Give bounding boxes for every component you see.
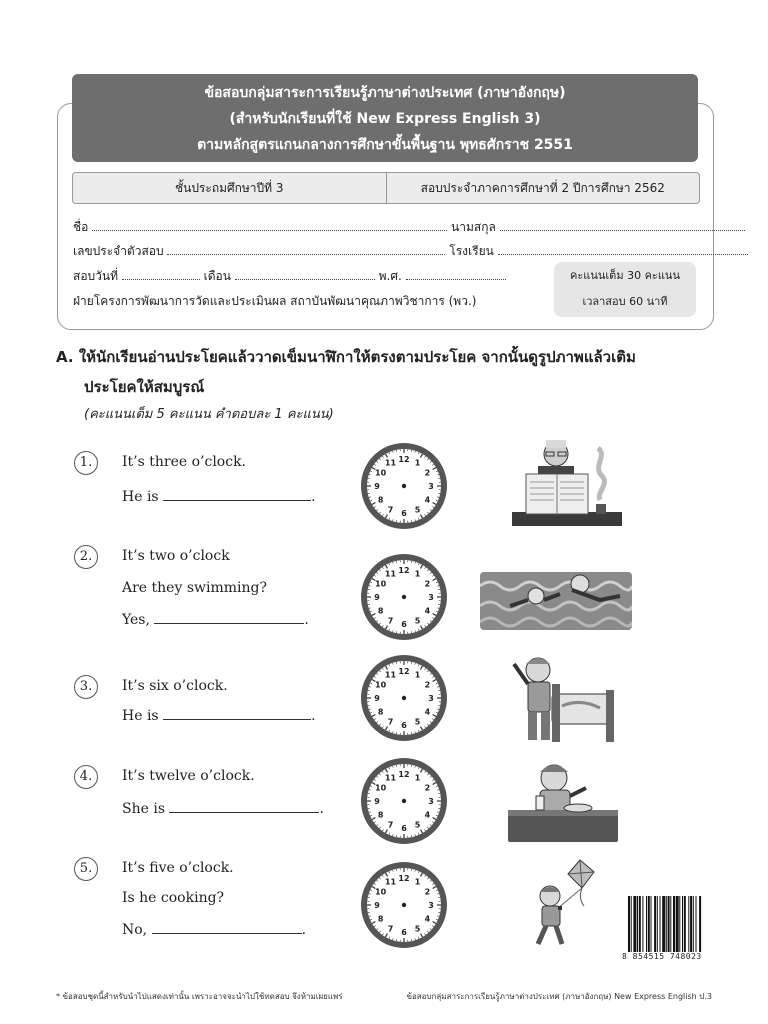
barcode-bar (690, 896, 692, 952)
question-number: 2. (74, 545, 98, 569)
clock-number: 7 (387, 505, 394, 515)
surname-field[interactable] (500, 221, 745, 231)
clock-number: 11 (384, 877, 397, 887)
barcode-bar (657, 896, 658, 952)
clock-number: 6 (401, 824, 407, 833)
clock-number: 1 (414, 877, 421, 887)
answer-prefix: No, (122, 922, 148, 938)
clock-number: 6 (401, 928, 407, 937)
clock-number: 9 (374, 901, 380, 910)
clock-number: 11 (384, 569, 397, 579)
clock-number: 10 (375, 783, 387, 793)
grade-label: ชั้นประถมศึกษาปีที่ 3 (73, 173, 387, 203)
clock-number: 8 (377, 707, 384, 717)
question-prompt: It’s twelve o’clock. (122, 768, 255, 784)
date-field[interactable] (122, 270, 200, 280)
clock-number: 4 (424, 810, 431, 820)
barcode-bar (673, 896, 675, 952)
title-line-3: ตามหลักสูตรแกนกลางการศึกษาขั้นพื้นฐาน พุทธศักราช 2551 (197, 137, 573, 153)
question-number: 5. (74, 857, 98, 881)
clock-number: 8 (377, 810, 384, 820)
answer-row: He is . (122, 489, 316, 505)
clock-number: 4 (424, 606, 431, 616)
clock-number: 4 (424, 707, 431, 717)
clock-number: 3 (428, 901, 434, 910)
answer-row: She is . (122, 801, 324, 817)
school-label: โรงเรียน (449, 244, 494, 258)
id-label: เลขประจำตัวสอบ (73, 244, 164, 258)
answer-blank[interactable] (152, 921, 302, 934)
clock-number: 7 (387, 616, 394, 626)
clock-number: 10 (375, 887, 387, 897)
clock-number: 9 (374, 482, 380, 491)
clock-center (402, 595, 406, 599)
date-row (73, 267, 506, 286)
barcode-bar (668, 896, 670, 952)
clock-number: 10 (375, 579, 387, 589)
answer-row: Yes, . (122, 612, 309, 628)
clock-center (402, 696, 406, 700)
clock-number: 2 (424, 887, 431, 897)
clock-number: 10 (375, 468, 387, 478)
question-number: 1. (74, 451, 98, 475)
clock-face[interactable] (360, 442, 448, 530)
clock-number: 4 (424, 914, 431, 924)
kids-swimming-illustration (480, 566, 632, 632)
clock-number: 5 (414, 820, 421, 830)
barcode-image (628, 896, 712, 952)
clock-center (402, 799, 406, 803)
section-scoring: (คะแนนเต็ม 5 คะแนน คำตอบละ 1 คะแนน) (84, 407, 334, 422)
clock-number: 4 (424, 495, 431, 505)
boy-flying-kite-illustration (528, 858, 600, 950)
footer-note: * ข้อสอบชุดนี้สำหรับนำไปแสดงเท่านั้น เพราะอาจจะนำไปใช้ทดสอบ จึงห้ามเผยแพร่ (56, 992, 343, 1001)
clock-number: 9 (374, 694, 380, 703)
clock-number: 1 (414, 670, 421, 680)
clock-number: 10 (375, 680, 387, 690)
question-prompt: It’s two o’clock (122, 548, 230, 564)
answer-blank[interactable] (154, 611, 304, 624)
clock-number: 11 (384, 458, 397, 468)
barcode-bar (631, 896, 632, 952)
score-box (554, 262, 696, 317)
name-row (73, 218, 745, 237)
clock-number: 8 (377, 914, 384, 924)
barcode-bar (666, 896, 667, 952)
clock-number: 6 (401, 620, 407, 629)
barcode-number: 8 854515 748023 (622, 952, 702, 961)
id-row (73, 242, 748, 261)
man-reading-newspaper-illustration (512, 438, 622, 530)
section-a-heading (56, 345, 636, 369)
clock-number: 5 (414, 717, 421, 727)
question-prompt: It’s six o’clock. (122, 678, 228, 694)
barcode-bar (670, 896, 671, 952)
question-number: 3. (74, 675, 98, 699)
barcode-bar (648, 896, 650, 952)
boy-waking-up-illustration (510, 654, 614, 746)
barcode-bar (628, 896, 630, 952)
clock-number: 12 (398, 874, 410, 883)
clock-number: 2 (424, 579, 431, 589)
clock-number: 1 (414, 569, 421, 579)
title-line-1: ข้อสอบกลุ่มสาระการเรียนรู้ภาษาต่างประเทศ (ภาษาอังกฤษ) (204, 85, 566, 101)
clock-number: 11 (384, 773, 397, 783)
barcode-bar (637, 896, 638, 952)
name-label: ชื่อ (73, 220, 89, 234)
answer-prefix: Yes, (122, 612, 150, 628)
exam-title-banner (72, 74, 698, 162)
clock-number: 5 (414, 924, 421, 934)
clock-number: 5 (414, 505, 421, 515)
clock-face[interactable] (360, 654, 448, 742)
barcode-bar (660, 896, 661, 952)
barcode-bar (662, 896, 665, 952)
surname-label: นามสกุล (451, 220, 496, 234)
section-letter: A. (56, 348, 74, 366)
clock-number: 2 (424, 680, 431, 690)
clock-number: 8 (377, 495, 384, 505)
answer-row: No, . (122, 922, 307, 938)
barcode-bar (679, 896, 680, 952)
clock-number: 3 (428, 694, 434, 703)
answer-blank[interactable] (163, 488, 311, 501)
clock-number: 12 (398, 667, 410, 676)
question-text: Is he cooking? (122, 890, 225, 906)
clock-number: 12 (398, 770, 410, 779)
clock-number: 2 (424, 468, 431, 478)
answer-blank[interactable] (163, 707, 311, 720)
clock-number: 9 (374, 593, 380, 602)
clock-center (402, 484, 406, 488)
section-instruction-1: ให้นักเรียนอ่านประโยคแล้ววาดเข็มนาฬิกาให้ตรงตามประโยค จากนั้นดูรูปภาพแล้วเติม (78, 348, 636, 366)
barcode-bar (633, 896, 636, 952)
clock-number: 8 (377, 606, 384, 616)
month-field[interactable] (235, 270, 375, 280)
clock-number: 7 (387, 924, 394, 934)
full-score: คะแนนเต็ม 30 คะแนน (570, 269, 680, 282)
answer-prefix: She is (122, 801, 166, 817)
section-instruction-2: ประโยคให้สมบูรณ์ (84, 378, 205, 396)
clock-face[interactable] (360, 757, 448, 845)
year-label: พ.ศ. (378, 269, 402, 283)
clock-face[interactable] (360, 861, 448, 949)
exam-time: เวลาสอบ 60 นาที (582, 295, 668, 308)
id-field[interactable] (167, 245, 445, 255)
clock-number: 2 (424, 783, 431, 793)
question-number: 4. (74, 765, 98, 789)
clock-number: 7 (387, 717, 394, 727)
date-label: สอบวันที่ (73, 269, 118, 283)
clock-center (402, 903, 406, 907)
answer-blank[interactable] (169, 800, 319, 813)
clock-number: 7 (387, 820, 394, 830)
barcode-bar (684, 896, 686, 952)
info-bar (72, 172, 700, 204)
answer-prefix: He is (122, 708, 159, 724)
barcode-bar (699, 896, 701, 952)
barcode-bar (651, 896, 652, 952)
clock-number: 1 (414, 773, 421, 783)
clock-face[interactable] (360, 553, 448, 641)
term-label: สอบประจำภาคการศึกษาที่ 2 ปีการศึกษา 2562 (420, 180, 665, 195)
clock-number: 12 (398, 566, 410, 575)
clock-number: 3 (428, 593, 434, 602)
barcode-bar (642, 896, 643, 952)
title-line-2: (สำหรับนักเรียนที่ใช้ New Express English 3) (229, 111, 541, 127)
barcode-bar (676, 896, 679, 952)
clock-number: 12 (398, 455, 410, 464)
answer-row: He is . (122, 708, 316, 724)
footer-title: ข้อสอบกลุ่มสาระการเรียนรู้ภาษาต่างประเทศ (ภาษาอังกฤษ) New Express English ป.3 (406, 992, 712, 1001)
barcode-bar (688, 896, 689, 952)
barcode-bar (639, 896, 641, 952)
question-prompt: It’s three o’clock. (122, 454, 246, 470)
clock-number: 5 (414, 616, 421, 626)
clock-number: 11 (384, 670, 397, 680)
clock-number: 9 (374, 797, 380, 806)
year-field[interactable] (406, 270, 506, 280)
barcode-bar (682, 896, 683, 952)
clock-number: 3 (428, 482, 434, 491)
dept-label: ฝ่ายโครงการพัฒนาการวัดและประเมินผล สถาบันพัฒนาคุณภาพวิชาการ (พว.) (73, 294, 477, 308)
month-label: เดือน (203, 269, 231, 283)
clock-number: 6 (401, 721, 407, 730)
clock-number: 1 (414, 458, 421, 468)
answer-prefix: He is (122, 489, 159, 505)
clock-number: 3 (428, 797, 434, 806)
question-prompt: It’s five o’clock. (122, 860, 234, 876)
barcode-bar (646, 896, 647, 952)
question-text: Are they swimming? (122, 580, 267, 596)
barcode-bar (696, 896, 697, 952)
barcode-bar (654, 896, 656, 952)
girl-eating-illustration (506, 758, 620, 848)
school-field[interactable] (498, 245, 748, 255)
clock-number: 6 (401, 509, 407, 518)
barcode-bar (693, 896, 694, 952)
name-field[interactable] (92, 221, 447, 231)
